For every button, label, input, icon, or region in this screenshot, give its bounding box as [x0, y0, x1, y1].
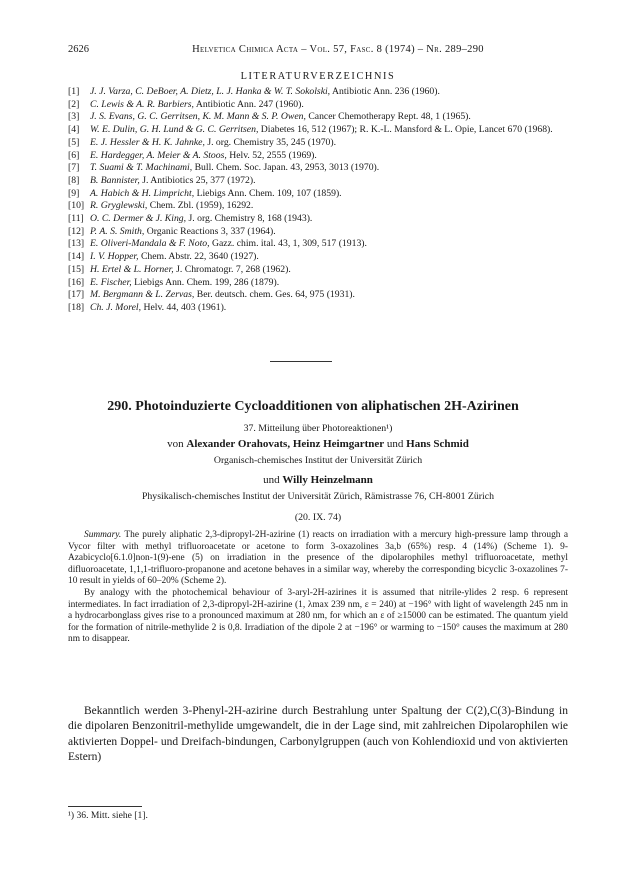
reference-authors: E. Hardegger, A. Meier & A. Stoos, [90, 149, 227, 161]
reference-text [90, 99, 568, 112]
reference-number: [17] [68, 289, 85, 301]
institute-2: Physikalisch-chemisches Institut der Universität Zürich, Rämistrasse 76, CH-8001 Zürich [141, 491, 495, 502]
reference-authors: O. C. Dermer & J. King, [90, 213, 187, 225]
received-date: (20. IX. 74) [294, 512, 342, 523]
section-divider [270, 361, 332, 362]
author-line-1 [68, 438, 568, 450]
reference-item [68, 99, 568, 112]
reference-number: [12] [68, 225, 85, 237]
reference-number: [13] [68, 238, 85, 250]
reference-text [90, 226, 568, 239]
running-header [68, 44, 568, 55]
reference-number: [7] [68, 162, 80, 174]
reference-item [68, 188, 568, 201]
reference-authors: P. A. S. Smith, [90, 225, 145, 237]
summary-paragraph-1 [68, 530, 568, 588]
reference-authors: E. Fischer, [90, 276, 132, 288]
reference-source: Helv. 44, 403 (1961). [141, 301, 227, 313]
reference-number: [14] [68, 251, 85, 263]
reference-source: Antibiotic Ann. 247 (1960). [193, 98, 304, 110]
reference-text [90, 188, 568, 201]
article-subtitle: 37. Mitteilung über Photoreaktionen¹) [243, 423, 393, 434]
reference-source: Antibiotic Ann. 236 (1960). [330, 86, 440, 97]
reference-number: [5] [68, 136, 80, 148]
footnote: ¹) 36. Mitt. siehe [1]. [68, 810, 148, 821]
summary-text-1: The purely aliphatic 2,3-dipropyl-2H-azirine (1) reacts on irradiation with a mercury high-pressure lamp through a Vycor filter with methyl trifluoroacetate or acetone to form 3-oxazolines 3a,b (65%) resp. 4 (14%) (Scheme 1). 9-Azabicyclo[6.1.0]non-1(9)-ene (5) on irradiation in the presence of the dipolarophiles methyl trifluoroacetate, methyl difluoroacetate, 1,1,1-trifluoro-propanone and acetone behaves in a similar way, whereby the corresponding bicyclic 3-oxazolines 7-10 result in yields of 60–20% (Scheme 2). [68, 530, 568, 587]
reference-item [68, 124, 568, 137]
reference-source: Cancer Chemotherapy Rept. 48, 1 (1965). [305, 111, 471, 123]
von-label: von [167, 438, 187, 450]
reference-authors: E. Oliveri-Mandala & F. Noto, [90, 238, 210, 250]
reference-source: Helv. 52, 2555 (1969). [226, 149, 317, 161]
reference-number: [1] [68, 86, 80, 97]
author-hans-schmid: Hans Schmid [406, 438, 469, 450]
reference-number: [3] [68, 111, 80, 123]
reference-list [68, 86, 568, 315]
reference-item [68, 277, 568, 290]
reference-authors: J. J. Varza, C. DeBoer, A. Dietz, L. J. Hanka & W. T. Sokolski, [90, 86, 331, 97]
reference-authors: M. Bergmann & L. Zervas, [90, 289, 195, 301]
reference-text [90, 264, 568, 277]
reference-text [90, 213, 568, 226]
reference-authors: J. S. Evans, G. C. Gerritsen, K. M. Mann & S. P. Owen, [90, 111, 306, 123]
reference-source: Chem. Abstr. 22, 3640 (1927). [138, 251, 259, 263]
reference-source: J. Chromatogr. 7, 268 (1962). [173, 263, 291, 275]
reference-text [90, 150, 568, 163]
reference-item [68, 251, 568, 264]
summary-label: Summary. [84, 530, 122, 540]
reference-item [68, 264, 568, 277]
reference-source: J. Antibiotics 25, 377 (1972). [139, 174, 256, 186]
und-label-1: und [384, 438, 407, 450]
reference-number: [8] [68, 174, 80, 186]
reference-text [90, 277, 568, 290]
reference-text [90, 302, 568, 315]
page-number: 2626 [68, 44, 89, 55]
summary-block [68, 530, 568, 646]
reference-source: J. org. Chemistry 8, 168 (1943). [186, 213, 313, 225]
reference-number: [10] [68, 200, 85, 212]
reference-item [68, 111, 568, 124]
reference-number: [6] [68, 149, 80, 161]
reference-text [90, 175, 568, 188]
reference-item [68, 238, 568, 251]
reference-source: Diabetes 16, 512 (1967); R. K.-L. Mansford & L. Opie, Lancet 670 (1968). [258, 124, 553, 136]
reference-authors: W. E. Dulin, G. H. Lund & G. C. Gerritsen, [90, 124, 259, 136]
reference-number: [2] [68, 98, 80, 110]
reference-number: [9] [68, 187, 80, 199]
reference-authors: Ch. J. Morel, [90, 301, 142, 313]
reference-item [68, 86, 568, 99]
reference-authors: E. J. Hessler & H. K. Jahnke, [90, 136, 205, 148]
reference-text [90, 111, 568, 124]
reference-authors: I. V. Hopper, [90, 251, 139, 263]
reference-text [90, 162, 568, 175]
reference-authors: H. Ertel & L. Horner, [90, 263, 174, 275]
reference-text [90, 86, 568, 99]
reference-item [68, 289, 568, 302]
references-heading: LITERATURVERZEICHNIS [240, 71, 396, 82]
reference-item [68, 302, 568, 315]
reference-item [68, 226, 568, 239]
reference-source: Liebigs Ann. Chem. 109, 107 (1859). [194, 187, 342, 199]
reference-item [68, 137, 568, 150]
reference-item [68, 150, 568, 163]
reference-authors: B. Bannister, [90, 174, 140, 186]
reference-number: [4] [68, 124, 80, 136]
author-heinzelmann: Willy Heinzelmann [282, 474, 373, 486]
reference-authors: R. Gryglewski, [90, 200, 148, 212]
reference-text [90, 124, 568, 137]
reference-text [90, 137, 568, 150]
reference-source: J. org. Chemistry 35, 245 (1970). [204, 136, 337, 148]
reference-number: [11] [68, 213, 84, 225]
article-title: 290. Photoinduzierte Cycloadditionen von aliphatischen 2H-Azirinen [107, 399, 519, 414]
reference-text [90, 238, 568, 251]
reference-source: Liebigs Ann. Chem. 199, 286 (1879). [131, 276, 280, 288]
reference-number: [18] [68, 301, 85, 313]
body-paragraph: Bekanntlich werden 3-Phenyl-2H-azirine durch Bestrahlung unter Spaltung der C(2),C(3)-Bindung in die dipolaren Benzonitril-methylide umgewandelt, die in der Lage sind, mit zahlreichen Dipolarophilen wie aktivierten Doppel- und Dreifach-bindungen, Carbonylgruppen (auch von Kohlendioxid und von aktivierten Estern) [68, 705, 568, 764]
reference-authors: T. Suami & T. Machinami, [90, 162, 193, 174]
und-label-2: und [263, 474, 283, 486]
reference-source: Chem. Zbl. (1959), 16292. [147, 200, 254, 212]
reference-authors: C. Lewis & A. R. Barbiers, [90, 98, 194, 110]
reference-text [90, 289, 568, 302]
reference-source: Ber. deutsch. chem. Ges. 64, 975 (1931). [194, 289, 355, 301]
reference-source: Organic Reactions 3, 337 (1964). [144, 225, 276, 237]
reference-item [68, 175, 568, 188]
reference-source: Gazz. chim. ital. 43, 1, 309, 517 (1913). [209, 238, 367, 250]
reference-item [68, 213, 568, 226]
reference-number: [16] [68, 276, 85, 288]
reference-authors: A. Habich & H. Limpricht, [90, 187, 195, 199]
reference-number: [15] [68, 263, 85, 275]
reference-source: Bull. Chem. Soc. Japan. 43, 2953, 3013 (1970). [192, 162, 380, 174]
summary-paragraph-2: By analogy with the photochemical behaviour of 3-aryl-2H-azirines it is assumed that nitrile-ylides 2 resp. 6 represent intermediates. In fact irradiation of 2,3-dipropyl-2H-azirine (1, λmax 239 nm, ε = 240) at −196° with light of wavelength 245 nm in a hydrocarbonglass gives rise to a pronounced maximum at 280 nm, for which an ε of ≥15000 can be estimated. The quantum yield for the formation of nitrile-methylide 2 is 0,8. Irradiation of the dipole 2 at −196° or warming to −150° causes the maximum at 280 nm to disappear. [68, 587, 568, 645]
reference-text [90, 251, 568, 264]
footnote-rule [68, 806, 142, 807]
institute-1: Organisch-chemisches Institut der Universität Zürich [213, 455, 423, 466]
reference-item [68, 162, 568, 175]
reference-item [68, 200, 568, 213]
running-head: Helvetica Chimica Acta – Vol. 57, Fasc. 8 (1974) – Nr. 289–290 [192, 44, 484, 55]
author-line-2 [68, 474, 568, 486]
reference-text [90, 200, 568, 213]
authors-group-1: Alexander Orahovats, Heinz Heimgartner [186, 438, 385, 450]
